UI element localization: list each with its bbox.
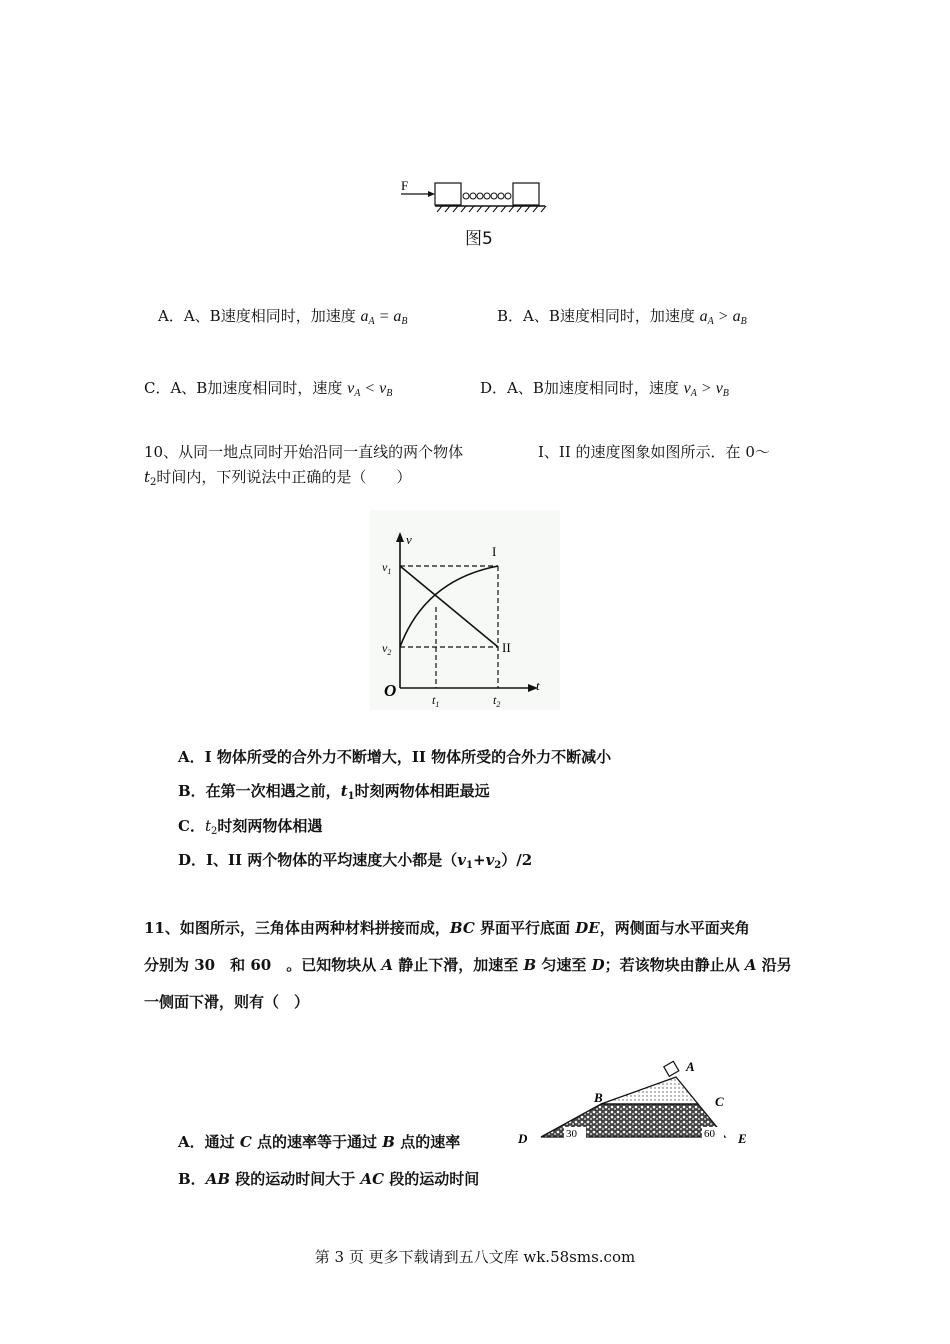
line-ii-label: II xyxy=(502,640,511,655)
spring xyxy=(463,193,511,199)
point-d-label: D xyxy=(518,1131,528,1146)
q10-stem-line2: $t_2$时间内，下列说法中正确的是（ ） xyxy=(144,468,412,488)
angle-e-label: 60 xyxy=(704,1128,715,1140)
v2-label: $v_2$ xyxy=(382,641,392,657)
q11-stem-line1: 11、如图所示，三角体由两种材料拼接而成，BC 界面平行底面 DE，两侧面与水平面夹角 xyxy=(144,919,750,937)
q11-triangle-figure xyxy=(514,1055,764,1147)
upper-material xyxy=(601,1077,698,1104)
point-e-label: E xyxy=(738,1131,747,1146)
page-footer: 第 3 页 更多下载请到五八文库 wk.58sms.com xyxy=(314,1248,636,1266)
origin-label: O xyxy=(384,681,397,700)
t1-label: $t_1$ xyxy=(432,693,440,709)
q10-option-b: B．在第一次相遇之前，$t_1$时刻两物体相距最远 xyxy=(178,782,490,802)
t-axis-label: t xyxy=(536,678,540,693)
angle-d-label: 30 xyxy=(566,1128,577,1140)
v-axis-label: v xyxy=(406,532,412,547)
block xyxy=(664,1061,679,1076)
q9-option-d: D．A、B加速度相同时，速度 $v_A > v_B$ xyxy=(480,379,729,399)
q11-stem-line3: 一侧面下滑，则有（ ） xyxy=(144,993,310,1011)
q11-option-b: B．AB 段的运动时间大于 AC 段的运动时间 xyxy=(178,1170,480,1188)
q10-stem-line1b: I、II 的速度图象如图所示．在 0～ xyxy=(538,443,770,461)
v1-label: $v_1$ xyxy=(382,560,392,576)
point-b-label: B xyxy=(594,1090,603,1105)
q11-option-a: A．通过 C 点的速率等于通过 B 点的速率 xyxy=(178,1133,461,1151)
q9-option-c: C．A、B加速度相同时，速度 $v_A < v_B$ xyxy=(144,379,393,399)
block-a xyxy=(435,183,461,205)
q10-option-d: D．I、II 两个物体的平均速度大小都是$(v_1+v_2)/2$ xyxy=(178,851,533,871)
q10-option-c: C．$t_2$时刻两物体相遇 xyxy=(178,817,323,837)
point-a-label: A xyxy=(686,1059,695,1074)
q10-stem-line1a: 10、从同一地点同时开始沿同一直线的两个物体 xyxy=(144,443,464,461)
figure-5 xyxy=(395,172,555,250)
q9-option-a: A．A、B速度相同时，加速度 $a_A = a_B$ xyxy=(158,307,408,327)
curve-i-label: I xyxy=(492,544,497,559)
figure-5-caption: 图5 xyxy=(465,229,493,249)
block-b xyxy=(513,183,539,205)
t2-label: $t_2$ xyxy=(493,693,501,709)
q9-option-b: B．A、B速度相同时，加速度 $a_A > a_B$ xyxy=(497,307,747,327)
q10-option-a: A．I 物体所受的合外力不断增大，II 物体所受的合外力不断减小 xyxy=(178,748,612,766)
point-c-label: C xyxy=(715,1094,724,1109)
force-label: F xyxy=(401,178,409,193)
q11-stem-line2: 分别为 30 和 60 。已知物块从 A 静止下滑，加速至 B 匀速至 D；若该物块由静止从 A 沿另 xyxy=(144,956,792,974)
q10-vt-graph xyxy=(370,510,560,710)
